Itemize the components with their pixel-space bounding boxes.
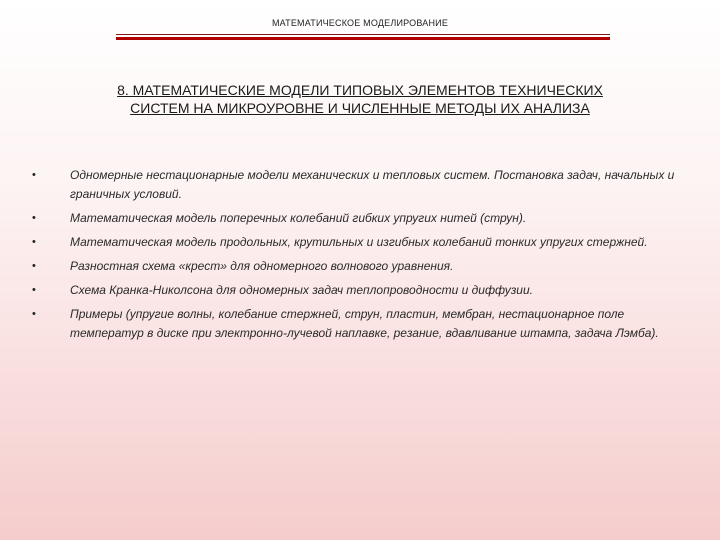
list-item	[0, 281, 720, 300]
list-item-text: Схема Кранка-Николсона для одномерных задач теплопроводности и диффузии.	[70, 283, 533, 297]
list-item	[0, 209, 720, 228]
bullet-icon: •	[32, 308, 36, 320]
list-item-text: Математическая модель продольных, крутильных и изгибных колебаний тонких упругих стержней.	[70, 235, 648, 249]
list-item-text: Математическая модель поперечных колебаний гибких упругих нитей (струн).	[70, 211, 527, 225]
slide-title-line-2: СИСТЕМ НА МИКРОУРОВНЕ И ЧИСЛЕННЫЕ МЕТОДЫ ИХ АНАЛИЗА	[130, 100, 590, 116]
list-item-text: Разностная схема «крест» для одномерного волнового уравнения.	[70, 259, 454, 273]
header-title: МАТЕМАТИЧЕСКОЕ МОДЕЛИРОВАНИЕ	[271, 18, 449, 28]
bullet-icon: •	[32, 284, 36, 296]
list-item	[0, 166, 720, 204]
bullet-icon: •	[32, 169, 36, 181]
list-item-text: Одномерные нестационарные модели механических и тепловых систем. Постановка задач, начальных и граничных условий.	[70, 168, 675, 201]
list-item	[0, 233, 720, 252]
bullet-icon: •	[32, 236, 36, 248]
list-item	[0, 305, 720, 343]
header-divider-thick	[116, 37, 610, 40]
slide-title	[60, 81, 660, 117]
header-divider-thin	[116, 34, 610, 35]
list-item-text: Примеры (упругие волны, колебание стержней, струн, пластин, мембран, нестационарное поле температур в диске при электронно-лучевой наплавке, резание, вдавливание штампа, задача Лэмба).	[70, 307, 659, 340]
list-item	[0, 257, 720, 276]
bullet-icon: •	[32, 260, 36, 272]
bullet-icon: •	[32, 212, 36, 224]
slide-title-line-1: 8. МАТЕМАТИЧЕСКИЕ МОДЕЛИ ТИПОВЫХ ЭЛЕМЕНТОВ ТЕХНИЧЕСКИХ	[117, 82, 603, 98]
topic-list	[0, 166, 720, 348]
